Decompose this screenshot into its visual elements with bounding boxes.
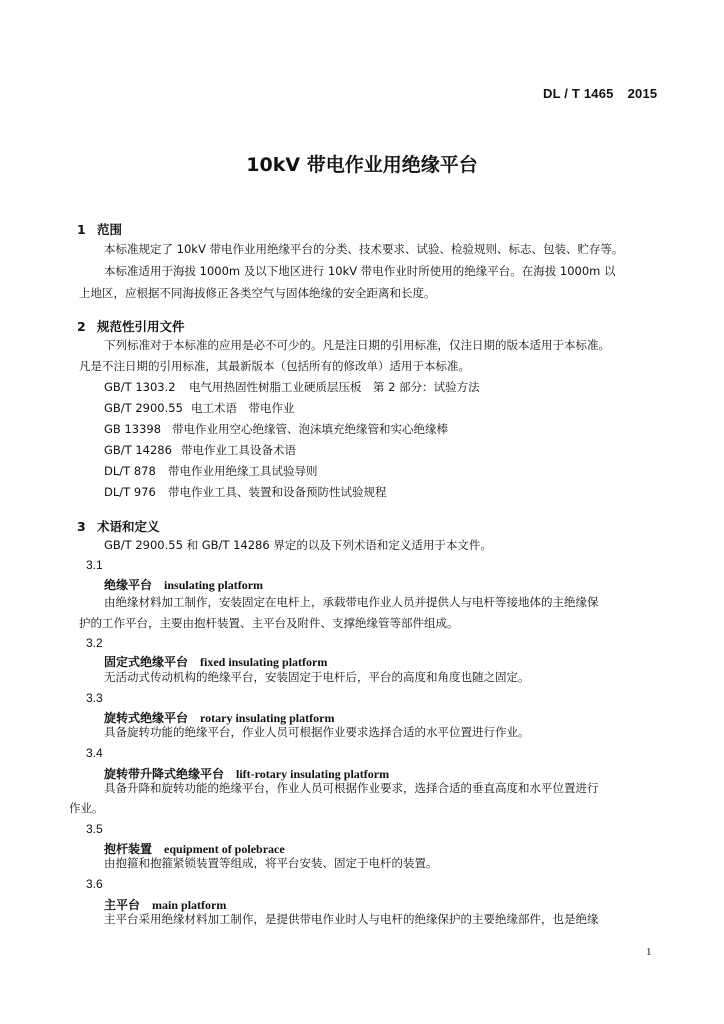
clause-number: 3.3 [86,691,103,705]
clause-number: 3.4 [86,746,103,760]
term-zh: 绝缘平台 [104,578,153,592]
clause-number: 3.1 [86,558,103,572]
term-en: insulating platform [164,578,264,592]
term-definition: 由绝缘材料加工制作，安装固定在电杆上，承载带电作业人员并提供人与电杆等接地体的主绝缘保 [104,595,599,609]
clause-number: 3.2 [86,636,103,650]
section-number: 3 [77,519,86,534]
reference-code: GB 13398 [104,422,162,436]
term-en: rotary insulating platform [200,711,335,725]
term-en: main platform [152,898,227,912]
clause-number: 3.5 [86,822,103,836]
document-title: 10kV 带电作业用绝缘平台 [246,154,478,176]
term-heading [104,896,226,913]
reference-item [104,466,318,478]
standard-code: DL / T 1465 [543,86,614,101]
reference-code: DL/T 976 [104,485,156,499]
standard-header [543,86,657,101]
term-zh: 固定式绝缘平台 [104,655,189,669]
term-zh: 抱杆装置 [104,842,153,856]
term-en: lift-rotary insulating platform [236,767,390,781]
section-2-heading [77,317,185,335]
term-zh: 主平台 [104,898,141,912]
term-zh: 旋转带升降式绝缘平台 [104,767,225,781]
section-number: 1 [77,222,86,237]
reference-code: DL/T 878 [104,464,156,478]
term-en: equipment of polebrace [164,842,285,856]
reference-name: 带电作业用空心绝缘管、泡沫填充绝缘管和实心绝缘棒 [172,422,448,436]
section-number: 2 [77,319,86,334]
reference-name: 电气用热固性树脂工业硬质层压板 第 2 部分：试验方法 [189,380,480,394]
term-heading [104,709,334,726]
term-heading [104,840,285,857]
term-definition: 无活动式传动机构的绝缘平台，安装固定于电杆后，平台的高度和角度也随之固定。 [104,670,530,684]
term-heading [104,765,389,782]
section-1-para-2-line-2: 上地区，应根据不同海拔修正各类空气与固体绝缘的安全距离和长度。 [79,286,436,300]
section-3-intro: GB/T 2900.55 和 GB/T 14286 界定的以及下列术语和定义适用于本文件。 [104,538,492,552]
page-number: 1 [646,946,652,958]
term-definition: 具备旋转功能的绝缘平台，作业人员可根据作业要求选择合适的水平位置进行作业。 [104,725,530,739]
reference-code: GB/T 2900.55 [104,401,183,415]
term-definition: 护的工作平台，主要由抱杆装置、主平台及附件、支撑绝缘管等部件组成。 [79,616,459,630]
section-1-heading [77,220,122,238]
term-definition: 作业。 [69,801,104,815]
term-definition: 由抱箍和抱箍紧锁装置等组成，将平台安装、固定于电杆的装置。 [104,856,438,870]
section-1-para-2-line-1: 本标准适用于海拔 1000m 及以下地区进行 10kV 带电作业时所使用的绝缘平台。在海拔 1000m 以 [104,264,616,278]
section-title: 规范性引用文件 [97,319,185,334]
term-definition: 具备升降和旋转功能的绝缘平台，作业人员可根据作业要求，选择合适的垂直高度和水平位置进行 [104,781,599,795]
reference-code: GB/T 1303.2 [104,380,176,394]
reference-name: 电工术语 带电作业 [191,401,295,415]
term-heading [104,653,327,670]
section-2-para-line-2: 凡是不注日期的引用标准，其最新版本（包括所有的修改单）适用于本标准。 [79,359,470,373]
reference-item [104,445,296,457]
reference-code: GB/T 14286 [104,443,172,457]
reference-item [104,382,480,394]
term-zh: 旋转式绝缘平台 [104,711,189,725]
section-1-para-1: 本标准规定了 10kV 带电作业用绝缘平台的分类、技术要求、试验、检验规则、标志、包装、贮存等。 [104,242,624,256]
section-title: 范围 [97,222,123,237]
term-definition: 主平台采用绝缘材料加工制作，是提供带电作业时人与电杆的绝缘保护的主要绝缘部件，也是绝缘 [104,912,599,926]
standard-year: 2015 [627,86,658,101]
term-heading [104,576,263,593]
reference-name: 带电作业工具、装置和设备预防性试验规程 [168,485,387,499]
reference-item [104,424,448,436]
reference-name: 带电作业用绝缘工具试验导则 [168,464,318,478]
term-en: fixed insulating platform [200,655,328,669]
reference-name: 带电作业工具设备术语 [181,443,296,457]
reference-item [104,403,295,415]
section-3-heading [77,517,160,535]
clause-number: 3.6 [86,877,103,891]
reference-item [104,487,387,499]
section-title: 术语和定义 [97,519,160,534]
section-2-para-line-1: 下列标准对于本标准的应用是必不可少的。凡是注日期的引用标准，仅注日期的版本适用于本标准。 [104,338,610,352]
